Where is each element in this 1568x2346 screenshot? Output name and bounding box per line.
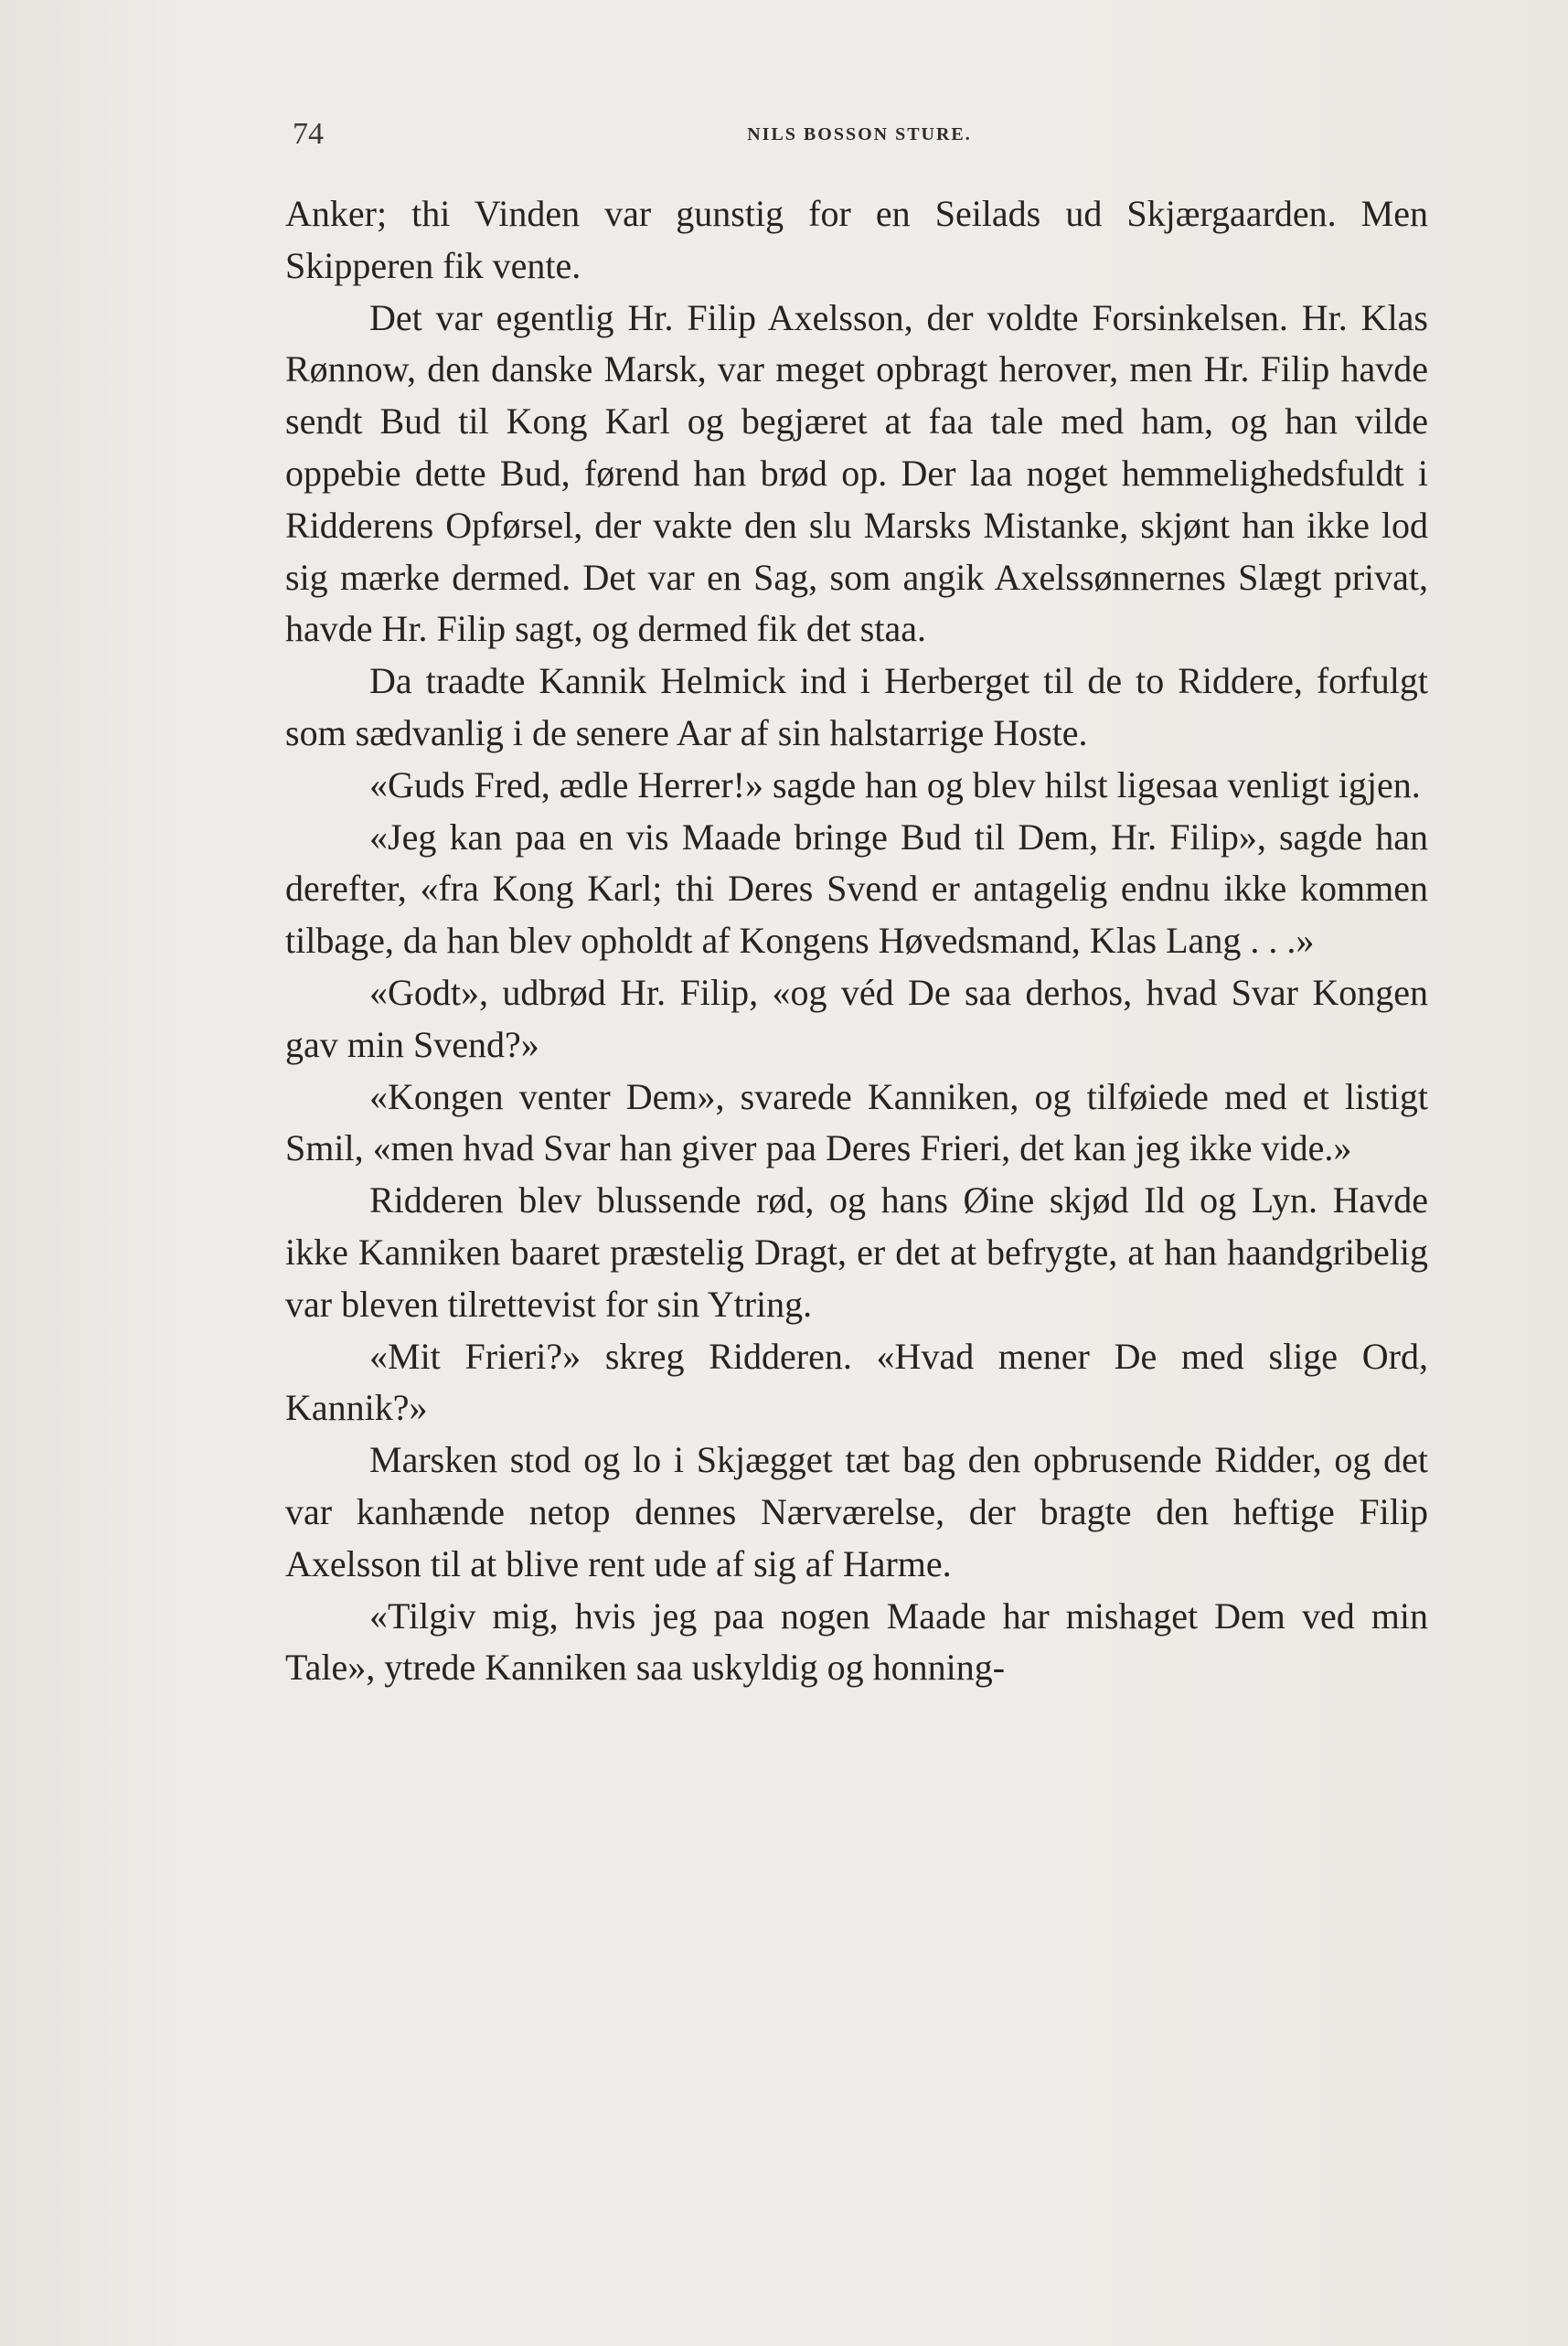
paragraph: Det var egentlig Hr. Filip Axelsson, der voldte Forsinkelsen. Hr. Klas Rønnow, den danske Marsk, var meget opbragt herover, men Hr. Filip havde sendt Bud til Kong Karl og begjæret at faa tale med ham, og han vilde oppebie dette Bud, førend han brød op. Der laa noget hemmelighedsfuldt i Ridderens Opførsel, der vakte den slu Marsks Mistanke, skjønt han ikke lod sig mærke dermed. Det var en Sag, som angik Axelssønnernes Slægt privat, havde Hr. Filip sagt, og dermed fik det staa. — [285, 296, 1428, 650]
paragraph: «Tilgiv mig, hvis jeg paa nogen Maade har mishaget Dem ved min Tale», ytrede Kanniken saa uskyldig og honning- — [285, 1594, 1428, 1689]
paragraph: Anker; thi Vinden var gunstig for en Seilads ud Skjærgaarden. Men Skipperen fik vente. — [285, 193, 1428, 286]
page-header — [293, 117, 1426, 154]
paragraph: «Godt», udbrød Hr. Filip, «og véd De saa derhos, hvad Svar Kongen gav min Svend?» — [285, 971, 1428, 1065]
paragraph: Da traadte Kannik Helmick ind i Herberget til de to Riddere, forfulgt som sædvanlig i de senere Aar af sin halstarrige Hoste. — [285, 660, 1428, 753]
paragraph: «Mit Frieri?» skreg Ridderen. «Hvad mener De med slige Ord, Kannik?» — [285, 1335, 1428, 1429]
paragraph: Marsken stod og lo i Skjægget tæt bag den opbrusende Ridder, og det var kanhænde netop dennes Nærværelse, der bragte den heftige Filip Axelsson til at blive rent ude af sig af Harme. — [285, 1439, 1428, 1584]
paragraph: «Jeg kan paa en vis Maade bringe Bud til Dem, Hr. Filip», sagde han derefter, «fra Kong Karl; thi Deres Svend er antagelig endnu ikke kommen tilbage, da han blev opholdt af Kongens Høvedsmand, Klas Lang . . .» — [285, 816, 1428, 962]
paragraph: «Kongen venter Dem», svarede Kanniken, og tilføiede med et listigt Smil, «men hvad Svar han giver paa Deres Frieri, det kan jeg ikke vide.» — [285, 1075, 1428, 1169]
paragraph: Ridderen blev blussende rød, og hans Øine skjød Ild og Lyn. Havde ikke Kanniken baaret præstelig Dragt, er det at befrygte, at han haandgribelig var bleven tilrettevist for sin Ytring. — [285, 1179, 1428, 1325]
page-number: 74 — [293, 117, 324, 151]
running-head: NILS BOSSON STURE. — [747, 124, 972, 144]
body-text — [285, 188, 1428, 1694]
paragraph: «Guds Fred, ædle Herrer!» sagde han og blev hilst ligesaa venligt igjen. — [369, 763, 1421, 805]
